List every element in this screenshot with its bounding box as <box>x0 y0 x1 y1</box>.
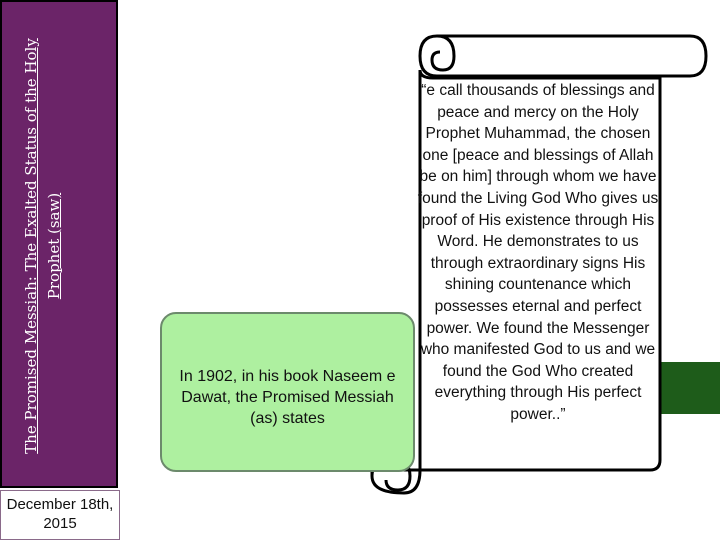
quote-text: “e call thousands of blessings and peace and mercy on the Holy Prophet Muhammad, the chosen one [peace and blessings of Allah be on him] through whom we have found the Living God Who gives us proof of His existence through His Word. He demonstrates to us through extraordinary signs His shining countenance which possesses eternal and perfect power. We found the Messenger who manifested God to us and we found the God Who created everything through His perfect power..” <box>417 82 659 423</box>
date-label: December 18th, 2015 <box>0 490 120 540</box>
callout-text: In 1902, in his book Naseem e Dawat, the Promised Messiah (as) states <box>179 367 396 427</box>
sidebar-title: The Promised Messiah: The Exalted Status of the Holy Prophet (saw) <box>22 38 64 454</box>
callout-box <box>160 312 415 472</box>
scroll-top-roll <box>420 36 706 76</box>
